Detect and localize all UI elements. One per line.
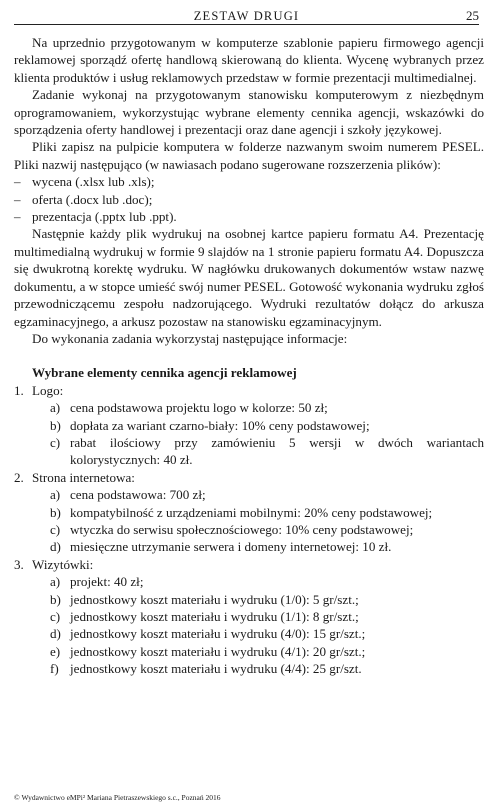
item-letter: d) — [50, 539, 61, 555]
page-header — [14, 6, 479, 24]
price-item — [32, 399, 484, 416]
page-body — [14, 34, 484, 678]
price-item — [32, 504, 484, 521]
item-text: jednostkowy koszt materiału i wydruku (1/0): 5 gr/szt.; — [70, 591, 359, 607]
price-sublist — [32, 486, 484, 556]
item-text: jednostkowy koszt materiału i wydruku (4/1): 20 gr/szt.; — [70, 643, 366, 659]
price-item — [32, 643, 484, 660]
item-letter: c) — [50, 609, 61, 624]
item-text: projekt: 40 zł; — [70, 574, 144, 590]
price-item — [32, 521, 484, 538]
item-text: cena podstawowa: 700 zł; — [70, 487, 206, 503]
item-letter: f) — [50, 661, 59, 677]
item-letter: c) — [50, 521, 61, 537]
price-item — [32, 608, 484, 625]
list-item-text: oferta (.docx lub .doc); — [32, 191, 153, 207]
list-item — [14, 208, 484, 225]
category-number: 2. — [14, 469, 24, 485]
price-item — [32, 417, 484, 434]
price-sublist — [32, 573, 484, 677]
item-text: kompatybilność z urządzeniami mobilnymi: 20% ceny podstawowej; — [70, 504, 433, 520]
price-category — [14, 469, 484, 556]
dash-bullet: – — [14, 174, 21, 190]
price-item — [32, 625, 484, 642]
paragraph: Zadanie wykonaj na przygotowanym stanowisku komputerowym z niezbędnym oprogramowaniem, wykorzystując wybrane elementy cennika agencji, wskazówki do sporządzenia oferty handlowej i prezentacji oraz dane agencji i szkoły językowej. — [14, 87, 484, 138]
item-letter: c) — [50, 434, 61, 450]
list-item — [14, 191, 484, 208]
item-letter: b) — [50, 417, 61, 433]
item-letter: b) — [50, 504, 61, 520]
page-number: 25 — [466, 8, 479, 23]
paragraph: Pliki zapisz na pulpicie komputera w folderze nazwanym swoim numerem PESEL. Pliki nazwij następująco (w nawiasach podano sugerowane rozszerzenia plików): — [14, 139, 484, 172]
item-text: wtyczka do serwisu społecznościowego: 10% ceny podstawowej; — [70, 521, 414, 537]
item-letter: e) — [50, 643, 61, 659]
price-list — [14, 382, 484, 678]
category-number: 1. — [14, 382, 24, 398]
category-number: 3. — [14, 556, 24, 572]
item-letter: d) — [50, 626, 61, 642]
paragraph: Na uprzednio przygotowanym w komputerze szablonie papieru firmowego agencji reklamowej sporządź ofertę handlową skierowaną do klienta. Wycenę wybranych przez klienta produktów i usług reklamowych przedstaw w formie prezentacji multimedialnej. — [14, 35, 484, 85]
price-item — [32, 573, 484, 590]
spacer — [14, 347, 484, 364]
item-text: rabat ilościowy przy zamówieniu 5 wersji w dwóch wariantach kolorystycznych: 40 zł. — [70, 434, 484, 468]
price-item — [32, 538, 484, 555]
item-letter: a) — [50, 400, 61, 416]
price-sublist — [32, 399, 484, 469]
item-text: jednostkowy koszt materiału i wydruku (4/4): 25 gr/szt. — [70, 661, 362, 677]
price-item — [32, 660, 484, 677]
item-text: jednostkowy koszt materiału i wydruku (1/1): 8 gr/szt.; — [70, 609, 359, 624]
list-item-text: prezentacja (.pptx lub .ppt). — [32, 209, 177, 225]
item-letter: a) — [50, 487, 61, 503]
copyright-footer: © Wydawnictwo eMPi² Mariana Pietraszewskiego s.c., Poznań 2016 — [14, 793, 221, 802]
header-rule — [14, 24, 479, 25]
item-letter: a) — [50, 574, 61, 590]
list-item-text: wycena (.xlsx lub .xls); — [32, 174, 155, 190]
running-title: ZESTAW DRUGI — [193, 9, 300, 23]
section-title: Wybrane elementy cennika agencji reklamowej — [32, 365, 297, 381]
dash-bullet: – — [14, 209, 21, 225]
list-item — [14, 173, 484, 190]
item-text: jednostkowy koszt materiału i wydruku (4/0): 15 gr/szt.; — [70, 626, 366, 642]
paragraph: Do wykonania zadania wykorzystaj następujące informacje: — [32, 330, 348, 346]
item-text: cena podstawowa projektu logo w kolorze: 50 zł; — [70, 400, 328, 416]
dash-bullet: – — [14, 191, 21, 207]
price-item — [32, 591, 484, 608]
price-item — [32, 486, 484, 503]
item-text: dopłata za wariant czarno-biały: 10% ceny podstawowej; — [70, 417, 370, 433]
paragraph: Następnie każdy plik wydrukuj na osobnej kartce papieru formatu A4. Prezentację multimedialną wydrukuj w formie 9 slajdów na 1 stronie papieru formatu A4. Dopuszcza się dwukrotną korektę wydruku. W nagłówku drukowanych dokumentów wstaw nazwę dokumentu, a w stopce umieść swój numer PESEL. Gotowość wykonania wydruku zgłoś przewodniczącemu zespołu nadzorującego. Wydruki rezultatów dołącz do arkusza egzaminacyjnego, a arkusz pozostaw na stanowisku egzaminacyjnym. — [14, 226, 484, 329]
item-text: miesięczne utrzymanie serwera i domeny internetowej: 10 zł. — [70, 539, 392, 555]
category-label: Wizytówki: — [32, 556, 94, 572]
file-name-list — [14, 173, 484, 225]
category-label: Logo: — [32, 382, 64, 398]
item-letter: b) — [50, 591, 61, 607]
price-category — [14, 556, 484, 678]
price-category — [14, 382, 484, 469]
price-item — [32, 434, 484, 469]
category-label: Strona internetowa: — [32, 469, 135, 485]
